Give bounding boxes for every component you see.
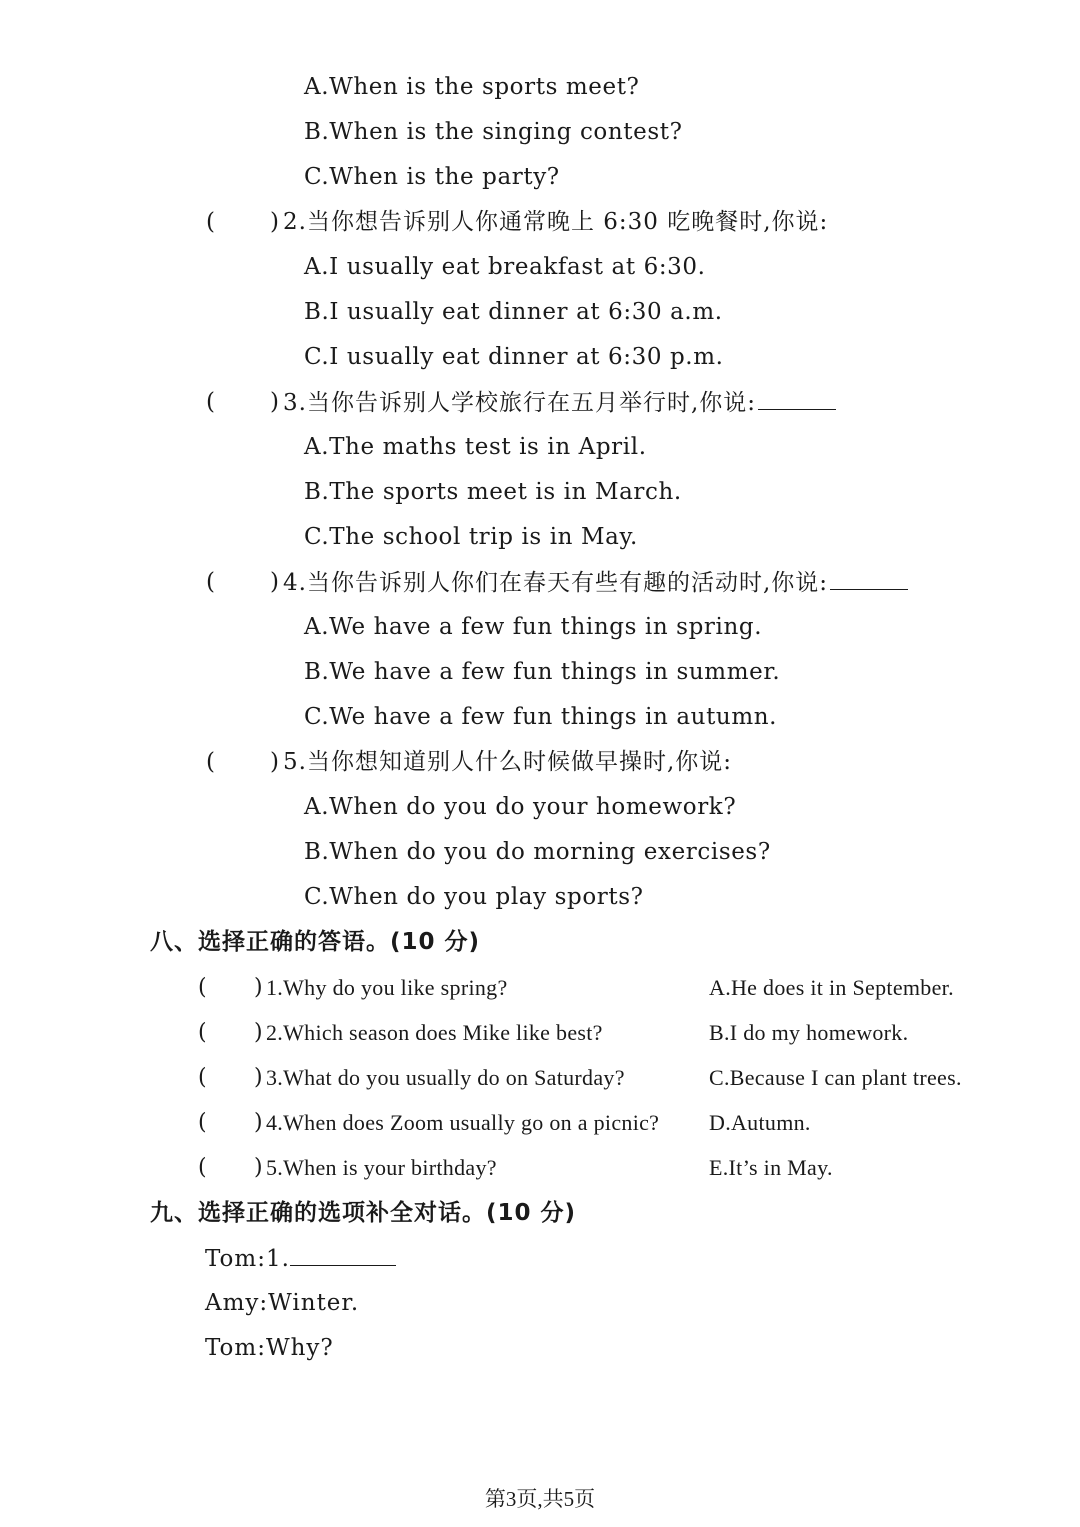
- q3-question-text: [283, 387, 836, 418]
- match-answer-a: A.He does it in September.: [709, 975, 954, 1000]
- match-4-paren-close: ): [254, 1110, 263, 1135]
- match-row-4: [0, 1108, 1080, 1138]
- q4-answer-blank[interactable]: [830, 567, 908, 590]
- q3-answer-paren-close: ): [270, 389, 279, 415]
- q2-option-b: B.I usually eat dinner at 6:30 a.m.: [304, 299, 723, 325]
- match-row-2: [0, 1018, 1080, 1048]
- match-1-paren-close: ): [254, 975, 263, 1000]
- match-row-3: [0, 1063, 1080, 1093]
- q1-option-c: C.When is the party?: [304, 164, 560, 190]
- match-row-1: [0, 973, 1080, 1003]
- match-4-question: 4.When does Zoom usually go on a picnic?: [266, 1110, 660, 1135]
- match-2-question: 2.Which season does Mike like best?: [266, 1020, 603, 1045]
- match-5-paren-close: ): [254, 1155, 263, 1180]
- q5-question-text: 5.当你想知道别人什么时候做早操时,你说:: [283, 749, 733, 775]
- section8-title: 八、选择正确的答语。(10 分): [150, 929, 481, 955]
- match-5-question: 5.When is your birthday?: [266, 1155, 497, 1180]
- dialogue-line-1: [205, 1243, 396, 1274]
- q2-option-a: A.I usually eat breakfast at 6:30.: [304, 254, 706, 280]
- q1-option-a: A.When is the sports meet?: [304, 74, 640, 100]
- q2-option-c: C.I usually eat dinner at 6:30 p.m.: [304, 344, 724, 370]
- q2-answer-paren-open[interactable]: (: [206, 209, 215, 235]
- match-answer-c: C.Because I can plant trees.: [709, 1065, 962, 1090]
- q4-question-label: 4.当你告诉别人你们在春天有些有趣的活动时,你说:: [283, 570, 829, 596]
- q4-answer-paren-open[interactable]: (: [206, 569, 215, 595]
- dialogue-blank-1[interactable]: [290, 1243, 396, 1266]
- q5-answer-paren-close: ): [270, 749, 279, 775]
- match-row-5: [0, 1153, 1080, 1183]
- q3-question-label: 3.当你告诉别人学校旅行在五月举行时,你说:: [283, 390, 757, 416]
- q4-answer-paren-close: ): [270, 569, 279, 595]
- q3-answer-blank[interactable]: [758, 387, 836, 410]
- match-answer-d: D.Autumn.: [709, 1110, 811, 1135]
- q4-question-text: [283, 567, 908, 598]
- match-2-paren-close: ): [254, 1020, 263, 1045]
- match-3-question: 3.What do you usually do on Saturday?: [266, 1065, 625, 1090]
- section9-title: 九、选择正确的选项补全对话。(10 分): [150, 1200, 577, 1226]
- q5-option-c: C.When do you play sports?: [304, 884, 644, 910]
- q4-option-a: A.We have a few fun things in spring.: [304, 614, 763, 640]
- match-2-paren-open[interactable]: (: [198, 1020, 207, 1045]
- match-1-paren-open[interactable]: (: [198, 975, 207, 1000]
- q2-question-text: 2.当你想告诉别人你通常晚上 6:30 吃晚餐时,你说:: [283, 209, 829, 235]
- match-4-paren-open[interactable]: (: [198, 1110, 207, 1135]
- q3-answer-paren-open[interactable]: (: [206, 389, 215, 415]
- page-number-footer: 第3页,共5页: [484, 1487, 596, 1511]
- match-5-paren-open[interactable]: (: [198, 1155, 207, 1180]
- q2-answer-paren-close: ): [270, 209, 279, 235]
- dialogue-line-2: Amy:Winter.: [205, 1290, 360, 1316]
- dialogue-line-1-text: Tom:1.: [205, 1246, 290, 1272]
- q3-option-b: B.The sports meet is in March.: [304, 479, 682, 505]
- q3-option-a: A.The maths test is in April.: [304, 434, 647, 460]
- match-3-paren-open[interactable]: (: [198, 1065, 207, 1090]
- q3-option-c: C.The school trip is in May.: [304, 524, 638, 550]
- q5-answer-paren-open[interactable]: (: [206, 749, 215, 775]
- q4-option-b: B.We have a few fun things in summer.: [304, 659, 781, 685]
- match-answer-e: E.It’s in May.: [709, 1155, 833, 1180]
- q1-option-b: B.When is the singing contest?: [304, 119, 683, 145]
- match-3-paren-close: ): [254, 1065, 263, 1090]
- dialogue-line-3: Tom:Why?: [205, 1335, 334, 1361]
- match-1-question: 1.Why do you like spring?: [266, 975, 508, 1000]
- q5-option-b: B.When do you do morning exercises?: [304, 839, 771, 865]
- q5-option-a: A.When do you do your homework?: [304, 794, 737, 820]
- match-answer-b: B.I do my homework.: [709, 1020, 909, 1045]
- q4-option-c: C.We have a few fun things in autumn.: [304, 704, 778, 730]
